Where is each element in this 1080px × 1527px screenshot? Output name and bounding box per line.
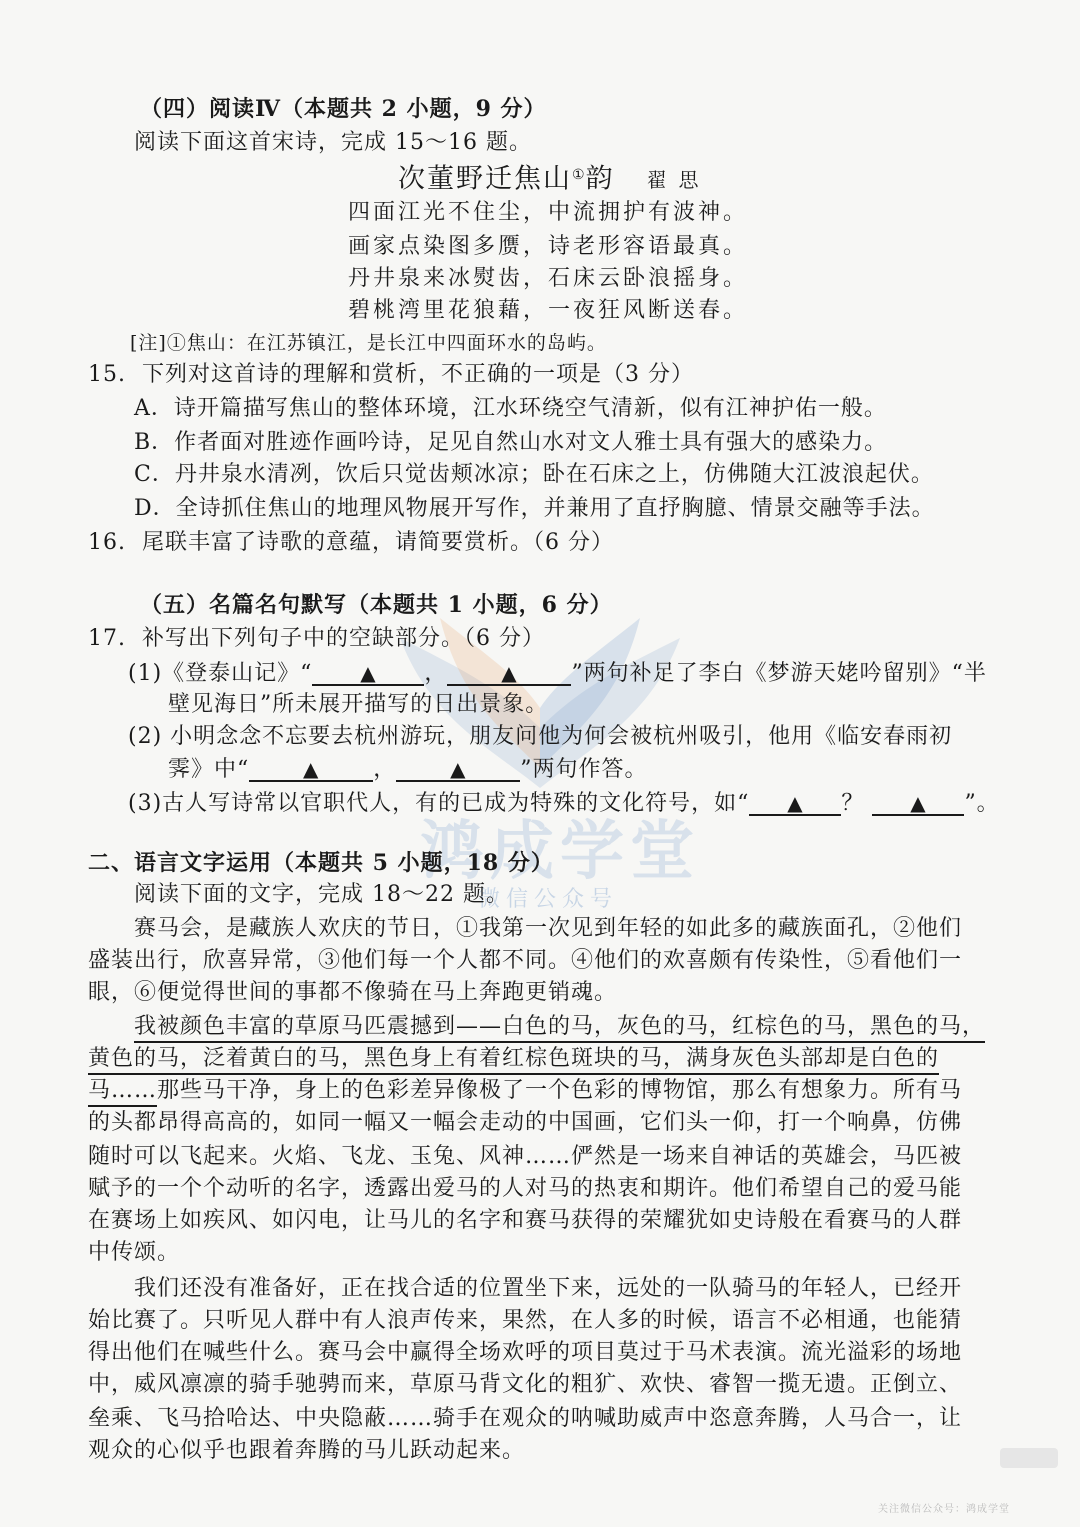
watermark-subtext: 微信公众号: [478, 887, 619, 912]
passage-p3-line5: 垒乘、飞马拾哈达、中央隐蔽……骑手在观众的呐喊助威声中恣意奔腾，人马合一，让: [88, 1406, 963, 1431]
passage-p2-line7: 在赛场上如疾风、如闪电，让马儿的名字和赛马获得的荣耀犹如史诗般在看赛马的人群: [88, 1208, 963, 1233]
passage-p3-line3: 得出他们在喊些什么。赛马会中赢得全场欢呼的项目莫过于马术表演。流光溢彩的场地: [88, 1340, 963, 1365]
poem-title-end: 韵: [585, 163, 615, 195]
q15-option-d: D．全诗抓住焦山的地理风物展开写作，并兼用了直抒胸臆、情景交融等手法。: [134, 496, 935, 521]
passage-p2-line8: 中传颂。: [88, 1240, 181, 1265]
poem-line-2: 画家点染图多赝，诗老形容语最真。: [348, 234, 749, 259]
q17-item2-lead: 霁》中“: [168, 757, 250, 782]
poem-line-4: 碧桃湾里花狼藉，一夜狂风断送春。: [348, 298, 749, 323]
blank-triangle-icon: ▲: [303, 757, 320, 781]
answer-blank[interactable]: [749, 788, 841, 816]
section5-heading: （五）名篇名句默写（本题共 1 小题，6 分）: [140, 592, 613, 618]
q15-text: 下列对这首诗的理解和赏析，不正确的一项是（3 分）: [142, 362, 694, 387]
q15-stem: [88, 360, 694, 390]
q16-stem: [88, 528, 614, 558]
q17-item2-sep: ，: [373, 757, 397, 782]
passage-p3-line2: 始比赛了。只听见人群中有人浪声传来，果然，在人多的时候，语言不必相通，也能猜: [88, 1308, 963, 1333]
answer-blank[interactable]: [396, 754, 520, 782]
section4-heading: （四）阅读Ⅳ（本题共 2 小题，9 分）: [140, 96, 547, 122]
passage-p3-line6: 观众的心似乎也跟着奔腾的马儿跃动起来。: [88, 1438, 526, 1463]
q17-item2-tail: ”两句作答。: [520, 757, 648, 782]
q17-item1-line2: 壁见海日”所未展开描写的日出景象。: [168, 692, 549, 717]
part2-heading: 二、语言文字运用（本题共 5 小题，18 分）: [88, 850, 554, 876]
q17-item3: [128, 788, 1000, 819]
section4-instruction: 阅读下面这首宋诗，完成 15～16 题。: [134, 130, 532, 155]
q15-number: 15.: [88, 362, 126, 387]
underlined-sentence: 黄色的马，泛着黄白的马，黑色身上有着红棕色斑块的马，满身灰色头部却是白色的: [88, 1046, 939, 1075]
corner-stamp: [1000, 1448, 1058, 1468]
answer-blank[interactable]: [872, 788, 964, 816]
q17-number: 17.: [88, 626, 126, 651]
answer-blank[interactable]: [312, 658, 424, 686]
blank-triangle-icon: ▲: [450, 757, 467, 781]
q17-item1-tail: ”两句补足了李白《梦游天姥吟留别》“半: [571, 661, 987, 686]
q17-item1-line1: [128, 658, 987, 689]
q16-text: 尾联丰富了诗歌的意蕴，请简要赏析。（6 分）: [142, 530, 614, 555]
blank-triangle-icon: ▲: [501, 661, 518, 685]
q17-stem: [88, 624, 545, 654]
poem-line-3: 丹井泉来冰熨齿，石床云卧浪摇身。: [348, 266, 749, 291]
watermark-text: 鸿成学堂: [420, 814, 700, 889]
passage-p3-line1: 我们还没有准备好，正在找合适的位置坐下来，远处的一队骑马的年轻人，已经开: [134, 1276, 963, 1301]
poem-title: 次董野迁焦山: [398, 163, 572, 195]
passage-p1-line1: 赛马会，是藏族人欢庆的节日，①我第一次见到年轻的如此多的藏族面孔，②他们: [134, 916, 963, 941]
q17-item2-line1: (2) 小明念念不忘要去杭州游玩，朋友问他为何会被杭州吸引，他用《临安春雨初: [128, 724, 953, 749]
passage-p2-line6: 赋予的一个个动听的名字，透露出爱马的人对马的热衷和期许。他们希望自己的爱马能: [88, 1176, 963, 1201]
underlined-sentence: 马……: [88, 1078, 157, 1107]
q16-number: 16.: [88, 530, 126, 555]
q15-option-a: A．诗开篇描写焦山的整体环境，江水环绕空气清新，似有江神护佑一般。: [134, 396, 887, 421]
passage-p1-line2: 盛装出行，欣喜异常，③他们每一个人都不同。④他们的欢喜颇有传染性，⑤看他们一: [88, 948, 963, 973]
q17-item3-end: ”。: [964, 791, 1000, 816]
poem-line-1: 四面江光不住尘，中流拥护有波神。: [348, 200, 749, 225]
passage-p2-line3: [88, 1076, 962, 1106]
passage-p2-line2: [88, 1044, 939, 1074]
poem-note-mark: ①: [572, 167, 586, 183]
passage-p2-line4: 的头都昂得高高的，如同一幅又一幅会走动的中国画，它们头一仰，打一个响鼻，仿佛: [88, 1110, 963, 1135]
poem-author: 翟思: [646, 168, 711, 193]
passage-p2-line1: [134, 1012, 985, 1042]
passage-text: 那些马干净，身上的色彩差异像极了一个色彩的博物馆，那么有想象力。所有马: [157, 1078, 963, 1103]
q15-option-b: B．作者面对胜迹作画吟诗，足见自然山水对文人雅士具有强大的感染力。: [134, 430, 888, 455]
q15-option-c: C．丹井泉水清冽，饮后只觉齿颊冰凉；卧在石床之上，仿佛随大江波浪起伏。: [134, 462, 934, 487]
part2-instruction: 阅读下面的文字，完成 18～22 题。: [134, 882, 509, 907]
poem-title-line: [398, 160, 711, 196]
q17-item1-lead: (1)《登泰山记》“: [128, 661, 313, 686]
q17-item3-sep: ？: [841, 791, 865, 816]
poem-note: [注]①焦山：在江苏镇江，是长江中四面环水的岛屿。: [130, 332, 607, 354]
footer-credit: 关注微信公众号：鸿成学堂: [878, 1504, 1010, 1515]
q17-item3-lead: (3)古人写诗常以官职代人，有的已成为特殊的文化符号，如“: [128, 791, 750, 816]
underlined-sentence: 我被颜色丰富的草原马匹震撼到——白色的马，灰色的马，红棕色的马，黑色的马，: [134, 1014, 985, 1043]
answer-blank[interactable]: [447, 658, 571, 686]
blank-triangle-icon: ▲: [787, 791, 804, 815]
passage-p3-line4: 中，威风凛凛的骑手驰骋而来，草原马背文化的粗犷、欢快、睿智一揽无遗。正倒立、: [88, 1372, 963, 1397]
passage-p1-line3: 眼，⑥便觉得世间的事都不像骑在马上奔跑更销魂。: [88, 980, 618, 1005]
answer-blank[interactable]: [249, 754, 373, 782]
passage-p2-line5: 随时可以飞起来。火焰、飞龙、玉兔、风神……俨然是一场来自神话的英雄会，马匹被: [88, 1144, 963, 1169]
blank-triangle-icon: ▲: [360, 661, 377, 685]
q17-text: 补写出下列句子中的空缺部分。（6 分）: [142, 626, 545, 651]
q17-item1-sep: ，: [424, 661, 448, 686]
blank-triangle-icon: ▲: [910, 791, 927, 815]
q17-item2-line2: [168, 754, 648, 785]
